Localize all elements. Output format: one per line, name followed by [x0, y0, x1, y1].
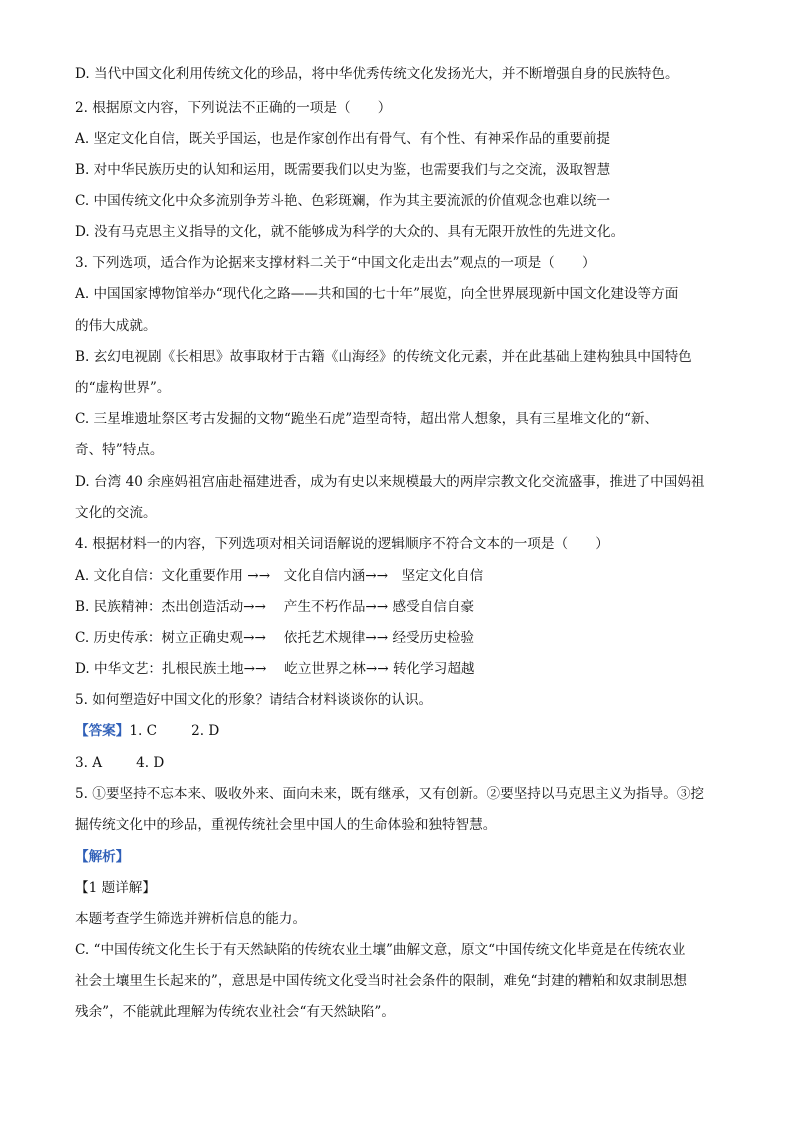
q3-option-a-cont: 的伟大成就。 — [75, 318, 157, 334]
question-2: 2. 根据原文内容，下列说法不正确的一项是（ ） — [75, 100, 392, 116]
q3-option-b-cont: 的“虚构世界”。 — [75, 380, 171, 396]
question-5: 5. 如何塑造好中国文化的形象？请结合材料谈谈你的认识。 — [75, 692, 433, 708]
question-3: 3. 下列选项，适合作为论据来支撑材料二关于“中国文化走出去”观点的一项是（ ） — [75, 255, 596, 271]
q2-option-d: D. 没有马克思主义指导的文化，就不能够成为科学的大众的、具有无限开放性的先进文化。 — [75, 224, 625, 240]
q4-option-c: C. 历史传承：树立正确史观→→ 依托艺术规律→→ 经受历史检验 — [75, 630, 475, 646]
analysis-text-3: 社会土壤里生长起来的”，意思是中国传统文化受当时社会条件的限制，难免“封建的糟粕和奴隶制思想 — [75, 973, 688, 989]
q3-option-a: A. 中国国家博物馆举办“现代化之路——共和国的七十年”展览，向全世界展现新中国文化建设等方面 — [75, 286, 679, 302]
q4-option-a: A. 文化自信：文化重要作用 →→ 文化自信内涵→→ 坚定文化自信 — [75, 568, 484, 584]
q3-option-c-cont: 奇、特”特点。 — [75, 442, 164, 458]
answer-row-1 — [75, 721, 219, 741]
q1-detail-heading: 【1 题详解】 — [75, 880, 156, 896]
analysis-text-1: 本题考查学生筛选并辨析信息的能力。 — [75, 911, 307, 927]
q3-option-d: D. 台湾 40 余座妈祖宫庙赴福建进香，成为有史以来规模最大的两岸宗教文化交流盛事，推进了中国妈祖 — [75, 474, 705, 490]
question-4: 4. 根据材料一的内容，下列选项对相关词语解说的逻辑顺序不符合文本的一项是（ ） — [75, 536, 609, 552]
q1-option-d: D. 当代中国文化利用传统文化的珍品，将中华优秀传统文化发扬光大，并不断增强自身的民族特色。 — [75, 66, 679, 82]
answer-5-cont: 掘传统文化中的珍品，重视传统社会里中国人的生命体验和独特智慧。 — [75, 817, 497, 833]
q3-option-c: C. 三星堆遗址祭区考古发掘的文物“跪坐石虎”造型奇特，超出常人想象，具有三星堆文化的“新、 — [75, 411, 659, 427]
analysis-text-2: C. “中国传统文化生长于有天然缺陷的传统农业土壤”曲解文意，原文“中国传统文化毕竟是在传统农业 — [75, 942, 686, 958]
q3-option-b: B. 玄幻电视剧《长相思》故事取材于古籍《山海经》的传统文化元素，并在此基础上建构独具中国特色 — [75, 349, 692, 365]
answer-2: 2. D — [191, 723, 220, 739]
answer-label: 【答案】 — [75, 723, 130, 739]
answer-row-2 — [75, 753, 164, 773]
q2-option-a: A. 坚定文化自信，既关乎国运，也是作家创作出有骨气、有个性、有神采作品的重要前提 — [75, 131, 611, 147]
q3-option-d-cont: 文化的交流。 — [75, 505, 157, 521]
q2-option-b: B. 对中华民族历史的认知和运用，既需要我们以史为鉴，也需要我们与之交流，汲取智慧 — [75, 162, 611, 178]
answer-4: 4. D — [136, 755, 165, 771]
answer-5: 5. ①要坚持不忘本来、吸收外来、面向未来，既有继承，又有创新。②要坚持以马克思主义为指导。③挖 — [75, 786, 705, 802]
answer-3: 3. A — [75, 755, 103, 771]
q4-option-b: B. 民族精神：杰出创造活动→→ 产生不朽作品→→ 感受自信自豪 — [75, 599, 475, 615]
q4-option-d: D. 中华文艺：扎根民族土地→→ 屹立世界之林→→ 转化学习超越 — [75, 661, 475, 677]
q2-option-c: C. 中国传统文化中众多流别争芳斗艳、色彩斑斓，作为其主要流派的价值观念也难以统一 — [75, 193, 611, 209]
analysis-label: 【解析】 — [75, 849, 130, 865]
answer-1: 1. C — [129, 723, 158, 739]
analysis-text-4: 残余”，不能就此理解为传统农业社会“有天然缺陷”。 — [75, 1004, 395, 1020]
